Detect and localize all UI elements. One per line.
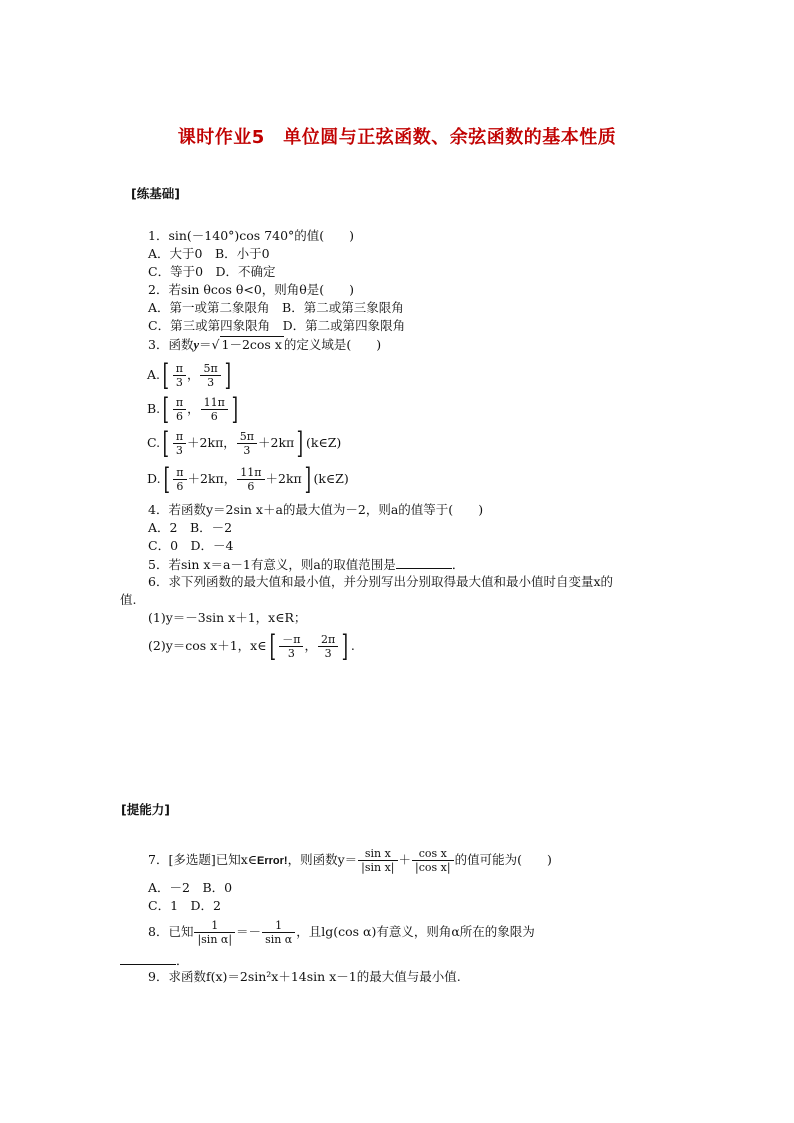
q3-c-mid2: ＋2kπ <box>258 435 295 450</box>
q7-options-cd: C．1 D．2 <box>148 898 221 913</box>
q3-b-frac1: $\frac{\pi}{6}$ <box>173 396 186 423</box>
q8-frac1: $\frac{1}{\text{|sin α|}}$ <box>194 919 235 946</box>
q3-c-mid1: ＋2kπ， <box>187 435 236 450</box>
q8-frac2: $\frac{1}{\text{sin α}}$ <box>262 919 295 946</box>
q3-c-frac2: $\frac{5\pi}{3}$ <box>237 430 257 457</box>
q3-eq: ＝ <box>199 337 212 352</box>
q3-d-mid1: ＋2kπ， <box>187 471 237 486</box>
q2-options-cd: C．第三或第四象限角 D．第二或第四象限角 <box>148 318 406 333</box>
q7-frac1: $\frac{\text{sin x}}{\text{|sin x|}}$ <box>358 847 397 874</box>
q3-d-mid2: ＋2kπ <box>265 471 302 486</box>
q8-stem <box>148 915 535 949</box>
q7-plus: ＋ <box>398 852 412 867</box>
q3-d-frac1: $\frac{\pi}{6}$ <box>173 466 186 493</box>
q3-c-frac1: $\frac{\pi}{3}$ <box>173 430 186 457</box>
q7-stem <box>148 842 552 879</box>
q7-error-text: Error! <box>257 855 288 867</box>
q6-part2-frac1: $\frac{-\pi}{3}$ <box>279 633 303 660</box>
q6-part2: (2)y＝cos x＋1，x∈[ $\frac{-\pi}{3}$ ， $\frac{2\pi}{3}$ ] . <box>148 628 355 664</box>
q3-stem-post: 的定义域是( ) <box>283 337 382 352</box>
q3-var-y: y <box>193 338 200 352</box>
section-improve: [提能力] <box>121 802 170 817</box>
q9-stem: 9．求函数f(x)＝2sin²x＋14sin x－1的最大值与最小值. <box>148 969 461 984</box>
q3-option-c: C.[ $\frac{\pi}{3}$ ＋2kπ， $\frac{5\pi}{3}$ ＋2kπ] (k∈Z) <box>147 425 342 461</box>
q5-stem-pre: 5．若sin x＝a－1有意义，则a的取值范围是 <box>148 557 396 572</box>
q2-stem: 2．若sin θcos θ<0，则角θ是( ) <box>148 282 355 297</box>
q7-stem-post: 的值可能为( ) <box>454 852 552 867</box>
page-title: 课时作业5 单位圆与正弦函数、余弦函数的基本性质 <box>177 127 617 148</box>
q6-part2-pre: (2)y＝cos x＋1，x∈ <box>148 638 267 653</box>
q5-stem <box>148 556 464 573</box>
q8-end: ． <box>176 953 189 968</box>
q1-options-cd: C．等于0 D．不确定 <box>148 264 276 279</box>
q7-stem-mid: ，则函数y＝ <box>287 852 358 867</box>
q7-stem-pre: 7．[多选题]已知x∈ <box>148 852 258 867</box>
q8-answer-blank <box>120 952 176 965</box>
q4-options-ab: A．2 B．－2 <box>148 520 233 535</box>
q8-post: ，且lg(cos α)有意义，则角α所在的象限为 <box>296 924 535 939</box>
q3-option-d: D.[ $\frac{\pi}{6}$ ＋2kπ， $\frac{11\pi}{6}$ ＋2kπ] (k∈Z) <box>147 461 349 497</box>
q7-frac2: $\frac{\text{cos x}}{\text{|cos x|}}$ <box>412 847 454 874</box>
q3-a-frac2: $\frac{5\pi}{3}$ <box>200 362 220 389</box>
q3-option-b: B.[ $\frac{\pi}{6}$ ， $\frac{11\pi}{6}$ ] <box>147 391 238 427</box>
q3-d-tail: (k∈Z) <box>313 471 349 486</box>
q8-answer-line <box>120 952 189 969</box>
q4-stem: 4．若函数y＝2sin x＋a的最大值为－2，则a的值等于( ) <box>148 502 484 517</box>
q7-options-ab: A．－2 B．0 <box>148 880 233 895</box>
section-basic: [练基础] <box>131 186 180 201</box>
q8-pre: 8．已知 <box>148 924 194 939</box>
q3-stem-pre: 3．函数 <box>148 337 194 352</box>
q3-radicand: 1－2cos x <box>221 337 282 352</box>
q3-stem: 3．函数y＝√ 1－2cos x 的定义域是( ) <box>148 337 382 352</box>
q4-options-cd: C．0 D．－4 <box>148 538 234 553</box>
q3-b-frac2: $\frac{11\pi}{6}$ <box>201 396 228 423</box>
q3-d-frac2: $\frac{11\pi}{6}$ <box>237 466 264 493</box>
q8-eq: ＝－ <box>236 924 262 939</box>
q2-options-ab: A．第一或第二象限角 B．第二或第三象限角 <box>148 300 404 315</box>
q1-stem: 1．sin(－140°)cos 740°的值( ) <box>148 228 355 243</box>
q6-part2-frac2: $\frac{2\pi}{3}$ <box>318 633 338 660</box>
q3-a-frac1: $\frac{\pi}{3}$ <box>173 362 186 389</box>
q6-part2-post: . <box>350 638 355 653</box>
q3-c-label: C. <box>147 435 161 450</box>
q5-stem-post: ． <box>451 557 465 572</box>
q3-option-a: A.[ $\frac{\pi}{3}$ ， $\frac{5\pi}{3}$ ] <box>147 357 231 393</box>
q1-options-ab: A．大于0 B．小于0 <box>148 246 270 261</box>
q5-answer-blank <box>396 556 452 569</box>
q6-stem-line2: 值. <box>120 592 137 607</box>
q3-a-label: A. <box>147 367 161 382</box>
q6-stem-line1: 6．求下列函数的最大值和最小值，并分别写出分别取得最大值和最小值时自变量x的 <box>148 574 614 589</box>
q6-part1: (1)y＝－3sin x＋1，x∈R； <box>148 610 307 625</box>
q3-b-label: B. <box>147 401 161 416</box>
q3-d-label: D. <box>147 471 161 486</box>
q3-c-tail: (k∈Z) <box>306 435 342 450</box>
